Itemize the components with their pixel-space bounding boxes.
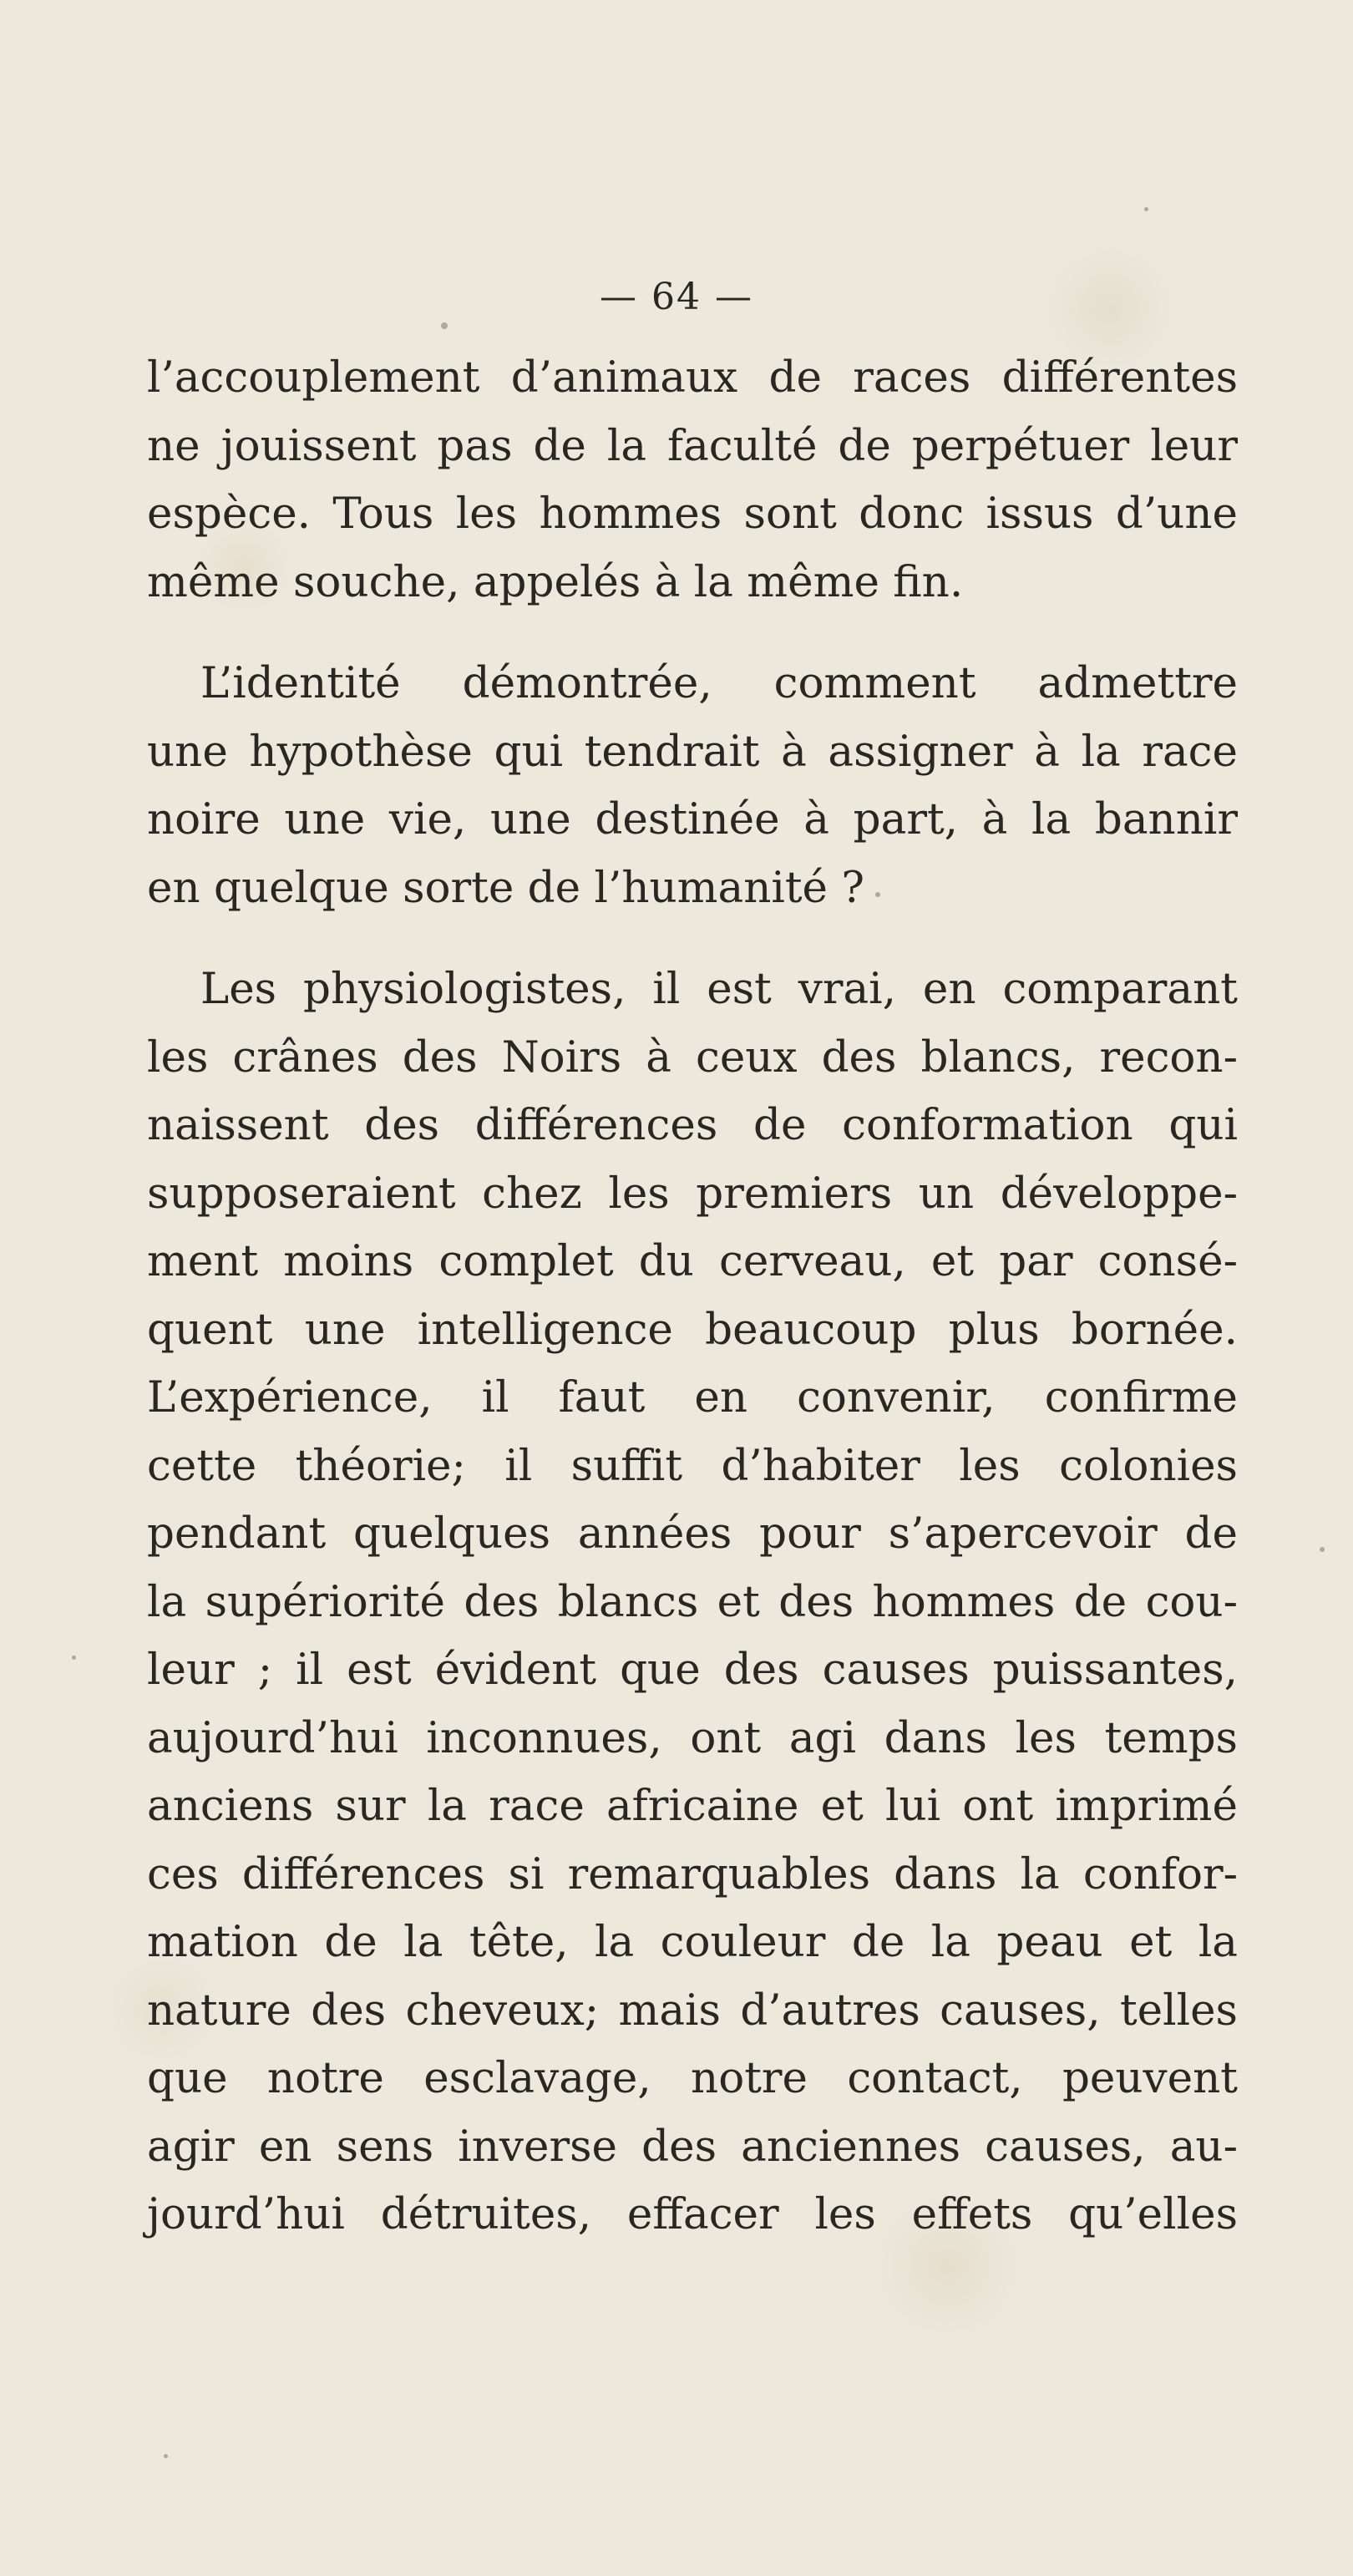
paragraph-2 — [147, 650, 1238, 922]
paragraph-gap — [147, 616, 1238, 650]
text-line: la supériorité des blancs et des hommes de cou- — [147, 1576, 1238, 1627]
text-line: Les physiologistes, il est vrai, en comparant — [200, 964, 1238, 1014]
text-line: espèce. Tous les hommes sont donc issus d’une — [147, 489, 1238, 539]
paragraph-3 — [147, 956, 1238, 2249]
text-line: l’accouplement d’animaux de races différentes — [147, 352, 1238, 403]
text-line: ment moins complet du cerveau, et par consé- — [147, 1236, 1238, 1286]
body-text — [147, 344, 1238, 2249]
text-line: nature des cheveux; mais d’autres causes, telles — [147, 1985, 1238, 2036]
text-line: ne jouissent pas de la faculté de perpétuer leur — [147, 420, 1238, 471]
paragraph-1 — [147, 344, 1238, 616]
text-line: noire une vie, une destinée à part, à la bannir — [147, 794, 1238, 844]
paragraph-gap — [147, 922, 1238, 956]
paper-speck — [72, 1656, 76, 1660]
text-line: même souche, appelés à la même fin. — [147, 556, 964, 607]
paper-speck — [164, 2454, 168, 2458]
text-line: une hypothèse qui tendrait à assigner à la race — [147, 726, 1238, 777]
text-line: jourd’hui détruites, effacer les effets qu’elles — [147, 2189, 1238, 2239]
text-line: mation de la tête, la couleur de la peau et la — [147, 1917, 1238, 1967]
text-line: en quelque sorte de l’humanité ? — [147, 862, 865, 913]
text-line: L’expérience, il faut en convenir, confirme — [147, 1372, 1238, 1422]
text-line: L’identité démontrée, comment admettre — [200, 658, 1238, 708]
text-line: les crânes des Noirs à ceux des blancs, recon- — [147, 1032, 1238, 1083]
text-line: aujourd’hui inconnues, ont agi dans les temps — [147, 1712, 1238, 1763]
text-line: cette théorie; il suffit d’habiter les colonies — [147, 1440, 1238, 1491]
text-line: supposeraient chez les premiers un développe- — [147, 1168, 1238, 1219]
paper-speck — [1144, 207, 1148, 211]
text-line: quent une intelligence beaucoup plus bornée. — [147, 1304, 1238, 1355]
text-line: que notre esclavage, notre contact, peuvent — [147, 2053, 1238, 2103]
page-number: — 64 — — [600, 276, 753, 318]
text-line: ces différences si remarquables dans la confor- — [147, 1848, 1238, 1899]
paper-speck — [441, 322, 448, 329]
text-line: pendant quelques années pour s’apercevoir de — [147, 1509, 1238, 1559]
text-line: anciens sur la race africaine et lui ont imprimé — [147, 1781, 1238, 1831]
paper-speck — [1320, 1547, 1325, 1552]
text-line: leur ; il est évident que des causes puissantes, — [147, 1645, 1238, 1695]
text-line: agir en sens inverse des anciennes causes, au- — [147, 2121, 1238, 2172]
text-line: naissent des différences de conformation qui — [147, 1100, 1238, 1150]
paper-speck — [875, 892, 880, 897]
